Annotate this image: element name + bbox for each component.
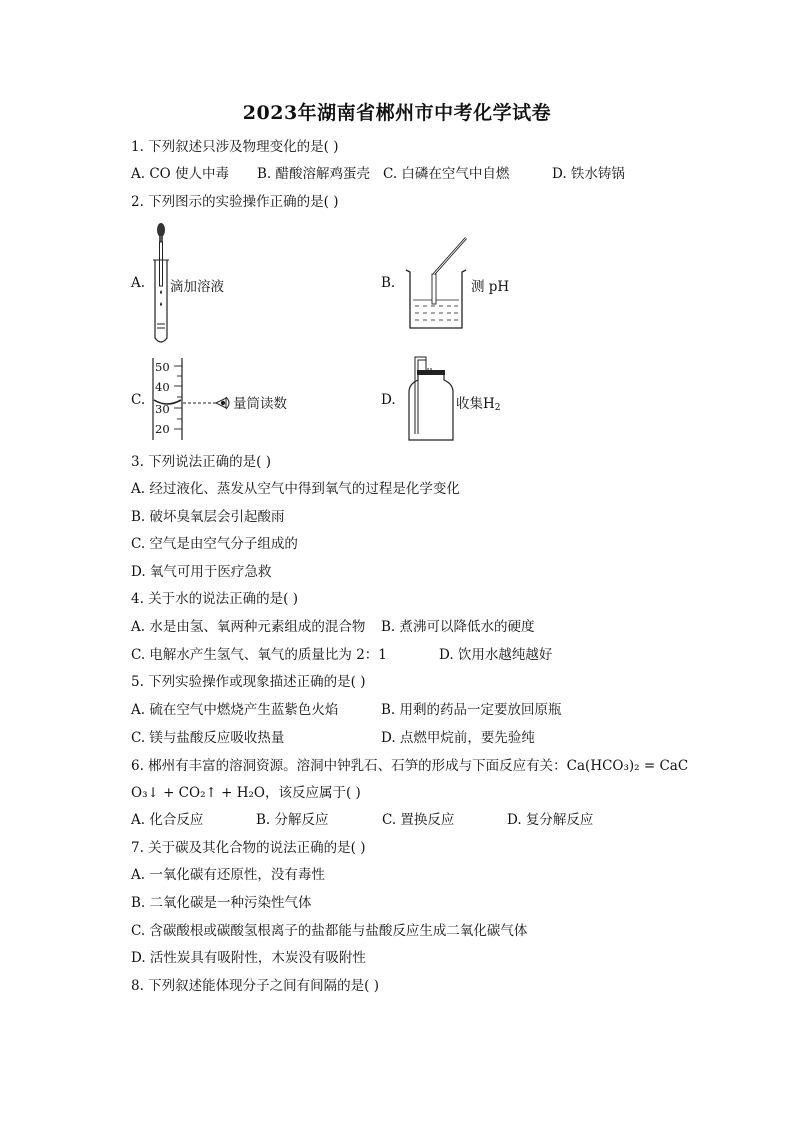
q3-option-c: C. 空气是由空气分子组成的 [131,536,298,552]
q3-option-b: B. 破坏臭氧层会引起酸雨 [131,509,285,525]
q6-option-b: B. 分解反应 [256,812,329,828]
q5-option-c: C. 镁与盐酸反应吸收热量 [131,730,285,746]
q1-option-b: B. 醋酸溶解鸡蛋壳 [257,166,371,182]
q4-option-d: D. 饮用水越纯越好 [439,647,553,663]
q5-option-a: A. 硫在空气中燃烧产生蓝紫色火焰 [131,702,339,718]
q2-option-a-letter: A. [131,275,146,291]
q2-option-a-caption: 滴加溶液 [170,279,224,295]
question-6-stem: 6. 郴州有丰富的溶洞资源。溶洞中钟乳石、石笋的形成与下面反应有关：Ca(HCO₃)₂ = CaC [131,758,689,774]
cylinder-tick-20: 20 [155,422,170,436]
q1-option-c: C. 白磷在空气中自燃 [383,166,510,182]
q2-option-d-caption: 收集$H_2$ [456,396,501,413]
q6-option-c: C. 置换反应 [382,812,455,828]
q4-option-b: B. 煮沸可以降低水的硬度 [381,619,535,635]
q6-option-a: A. 化合反应 [131,812,204,828]
question-2-stem: 2. 下列图示的实验操作正确的是( ) [131,194,339,210]
q4-option-c: C. 电解水产生氢气、氧气的质量比为 2：1 [131,647,387,663]
q5-option-b: B. 用剩的药品一定要放回原瓶 [381,702,562,718]
q7-option-b: B. 二氧化碳是一种污染性气体 [131,895,312,911]
q7-option-a: A. 一氧化碳有还原性，没有毒性 [131,867,325,883]
page-title: 2023年湖南省郴州市中考化学试卷 [242,102,552,124]
q5-option-d: D. 点燃甲烷前，要先验纯 [381,730,535,746]
q3-option-a: A. 经过液化、蒸发从空气中得到氧气的过程是化学变化 [131,481,460,497]
q6-option-d: D. 复分解反应 [507,812,594,828]
q7-option-d: D. 活性炭具有吸附性，木炭没有吸附性 [131,950,366,966]
question-1-stem: 1. 下列叙述只涉及物理变化的是( ) [131,139,339,155]
cylinder-tick-30: 30 [155,402,170,416]
q2-option-b-caption: 测 pH [471,279,510,295]
question-4-stem: 4. 关于水的说法正确的是( ) [131,591,298,607]
q2-option-d-letter: D. [381,392,396,408]
cylinder-tick-50: 50 [155,360,170,374]
question-6-stem-continued: O₃↓ + CO₂↑ + H₂O，该反应属于( ) [131,785,361,801]
q2-option-c-letter: C. [131,392,146,408]
q7-option-c: C. 含碳酸根或碳酸氢根离子的盐都能与盐酸反应生成二氧化碳气体 [131,923,528,939]
q1-option-d: D. 铁水铸锅 [552,166,625,182]
beaker-ph-figure [402,234,472,332]
cylinder-tick-40: 40 [155,380,170,394]
question-5-stem: 5. 下列实验操作或现象描述正确的是( ) [131,674,366,690]
q3-option-d: D. 氧气可用于医疗急救 [131,564,272,580]
question-7-stem: 7. 关于碳及其化合物的说法正确的是( ) [131,840,366,856]
q2-option-c-caption: 量筒读数 [233,396,287,412]
q2-option-b-letter: B. [381,275,396,291]
question-3-stem: 3. 下列说法正确的是( ) [131,454,271,470]
q1-option-a: A. CO 使人中毒 [131,166,230,182]
q4-option-a: A. 水是由氢、氧两种元素组成的混合物 [131,619,366,635]
question-8-stem: 8. 下列叙述能体现分子之间有间隔的是( ) [131,978,379,994]
gas-collection-bottle-figure [404,354,460,444]
